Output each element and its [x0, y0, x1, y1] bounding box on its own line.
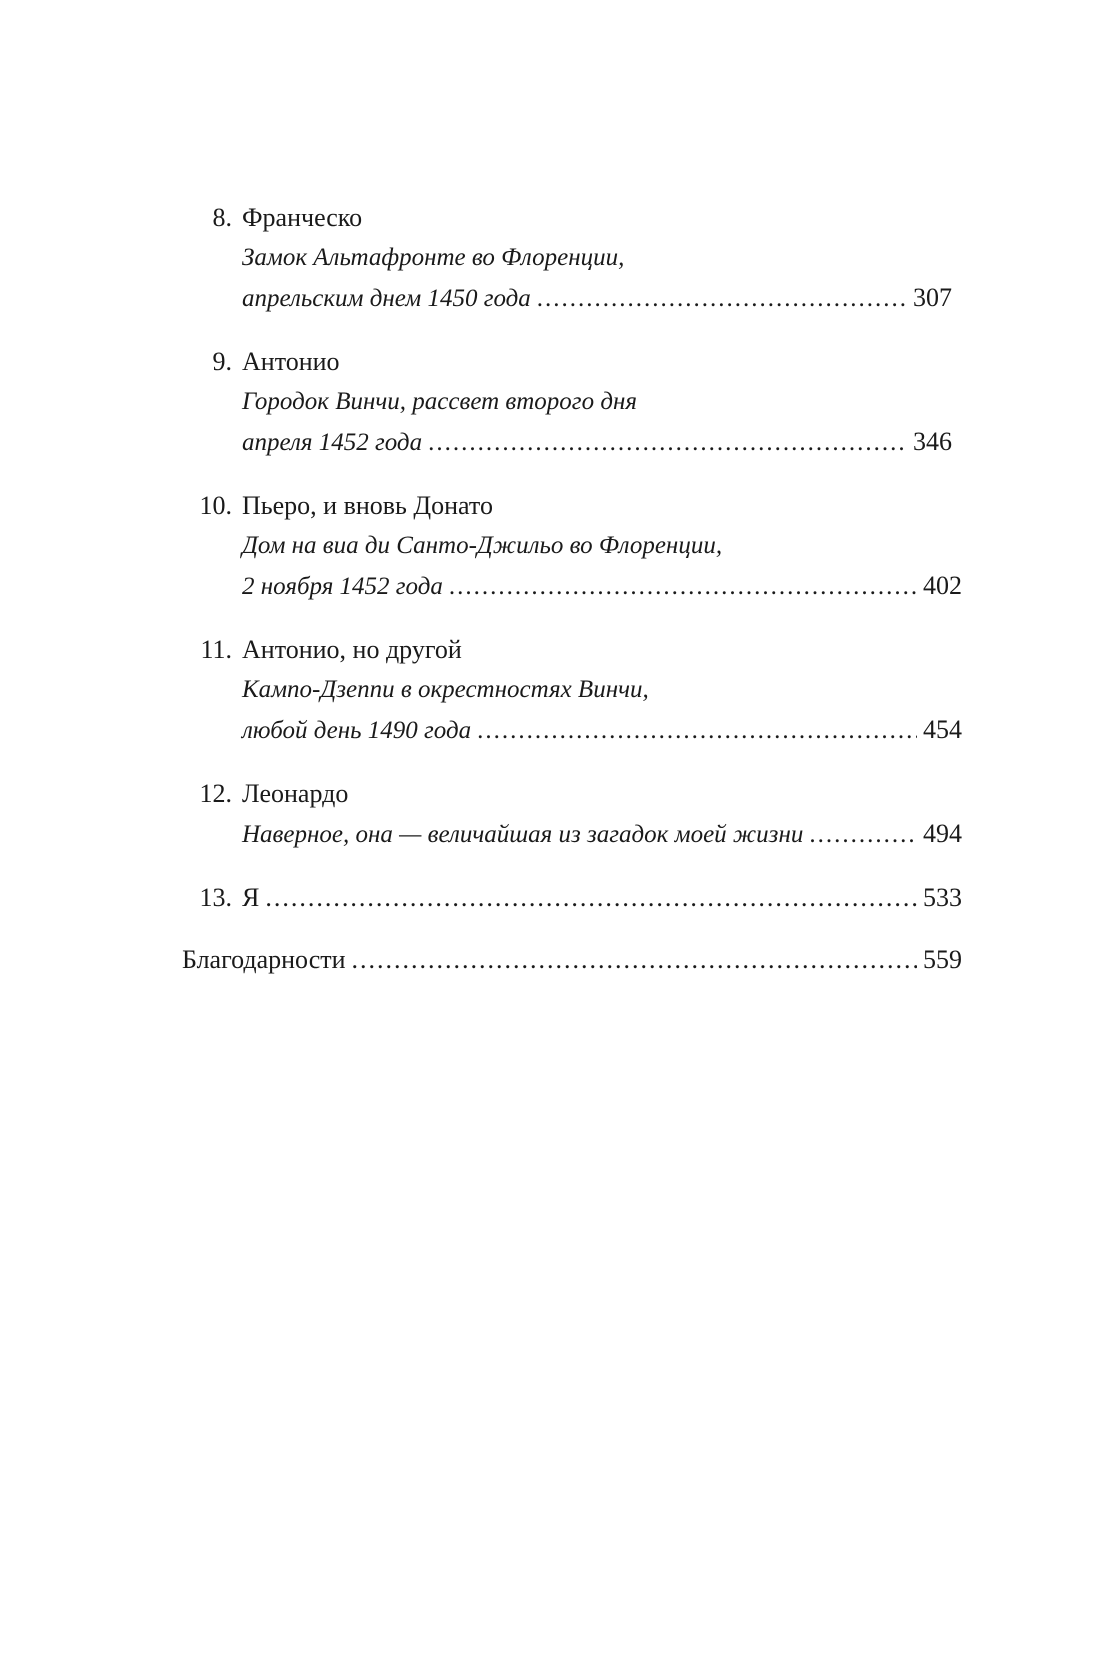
dot-leader — [428, 423, 907, 463]
toc-entry-9[interactable] — [182, 342, 962, 462]
chapter-number: 10. — [199, 491, 232, 520]
dot-leader — [352, 940, 917, 980]
page-number: 533 — [923, 883, 962, 912]
toc-entry-heading — [182, 342, 962, 382]
chapter-number: 8. — [212, 203, 232, 232]
page-number: 454 — [923, 715, 962, 744]
toc-entry-11[interactable] — [182, 630, 962, 750]
toc-entry-heading — [182, 198, 962, 238]
page-number: 402 — [923, 571, 962, 600]
chapter-subtitle-line — [182, 526, 962, 566]
chapter-number: 9. — [212, 347, 232, 376]
toc-entry-10[interactable] — [182, 486, 962, 606]
dot-leader — [477, 711, 917, 751]
toc-entry-acknowledgements[interactable] — [182, 940, 962, 980]
page-number: 346 — [913, 427, 952, 456]
toc-entry-heading — [182, 774, 962, 814]
chapter-title: Леонардо — [242, 779, 349, 808]
chapter-subtitle: 2 ноября 1452 года — [242, 573, 443, 600]
chapter-title: Пьеро, и вновь Донато — [242, 491, 493, 520]
toc-entry-heading — [182, 486, 962, 526]
chapter-subtitle: Замок Альтафронте во Флоренции, — [242, 244, 625, 271]
chapter-title: Антонио — [242, 347, 340, 376]
page-number: 494 — [923, 819, 962, 848]
chapter-subtitle-line — [182, 382, 962, 422]
chapter-title: Антонио, но другой — [242, 635, 462, 664]
chapter-subtitle: любой день 1490 года — [242, 717, 472, 744]
chapter-subtitle: апреля 1452 года — [242, 429, 423, 456]
toc-entry-heading — [182, 940, 962, 980]
chapter-title: Я — [242, 883, 260, 912]
page-number: 307 — [913, 283, 952, 312]
chapter-subtitle: Кампо-Дзеппи в окрестностях Винчи, — [242, 676, 649, 703]
chapter-title: Франческо — [242, 203, 363, 232]
chapter-subtitle-line — [182, 278, 962, 318]
dot-leader — [537, 279, 907, 319]
toc-entry-8[interactable] — [182, 198, 962, 318]
chapter-subtitle-line — [182, 238, 962, 278]
table-of-contents — [182, 198, 962, 1004]
toc-entry-heading — [182, 630, 962, 670]
chapter-number: 13. — [199, 883, 232, 912]
toc-entry-heading — [182, 878, 962, 918]
chapter-number: 11. — [200, 635, 232, 664]
chapter-number: 12. — [199, 779, 232, 808]
section-title: Благодарности — [182, 945, 346, 974]
chapter-subtitle-line — [182, 422, 962, 462]
chapter-subtitle: Наверное, она — величайшая из загадок моей жизни — [242, 821, 804, 848]
dot-leader — [449, 567, 917, 607]
dot-leader — [809, 815, 917, 855]
dot-leader — [265, 878, 917, 918]
chapter-subtitle: апрельским днем 1450 года — [242, 285, 531, 312]
toc-entry-12[interactable] — [182, 774, 962, 854]
page-number: 559 — [923, 945, 962, 974]
toc-entry-13[interactable] — [182, 878, 962, 918]
chapter-subtitle: Городок Винчи, рассвет второго дня — [242, 388, 637, 415]
chapter-subtitle-line — [182, 566, 962, 606]
chapter-subtitle-line — [182, 670, 962, 710]
chapter-subtitle: Дом на виа ди Санто-Джильо во Флоренции, — [242, 532, 723, 559]
chapter-subtitle-line — [182, 814, 962, 854]
chapter-subtitle-line — [182, 710, 962, 750]
